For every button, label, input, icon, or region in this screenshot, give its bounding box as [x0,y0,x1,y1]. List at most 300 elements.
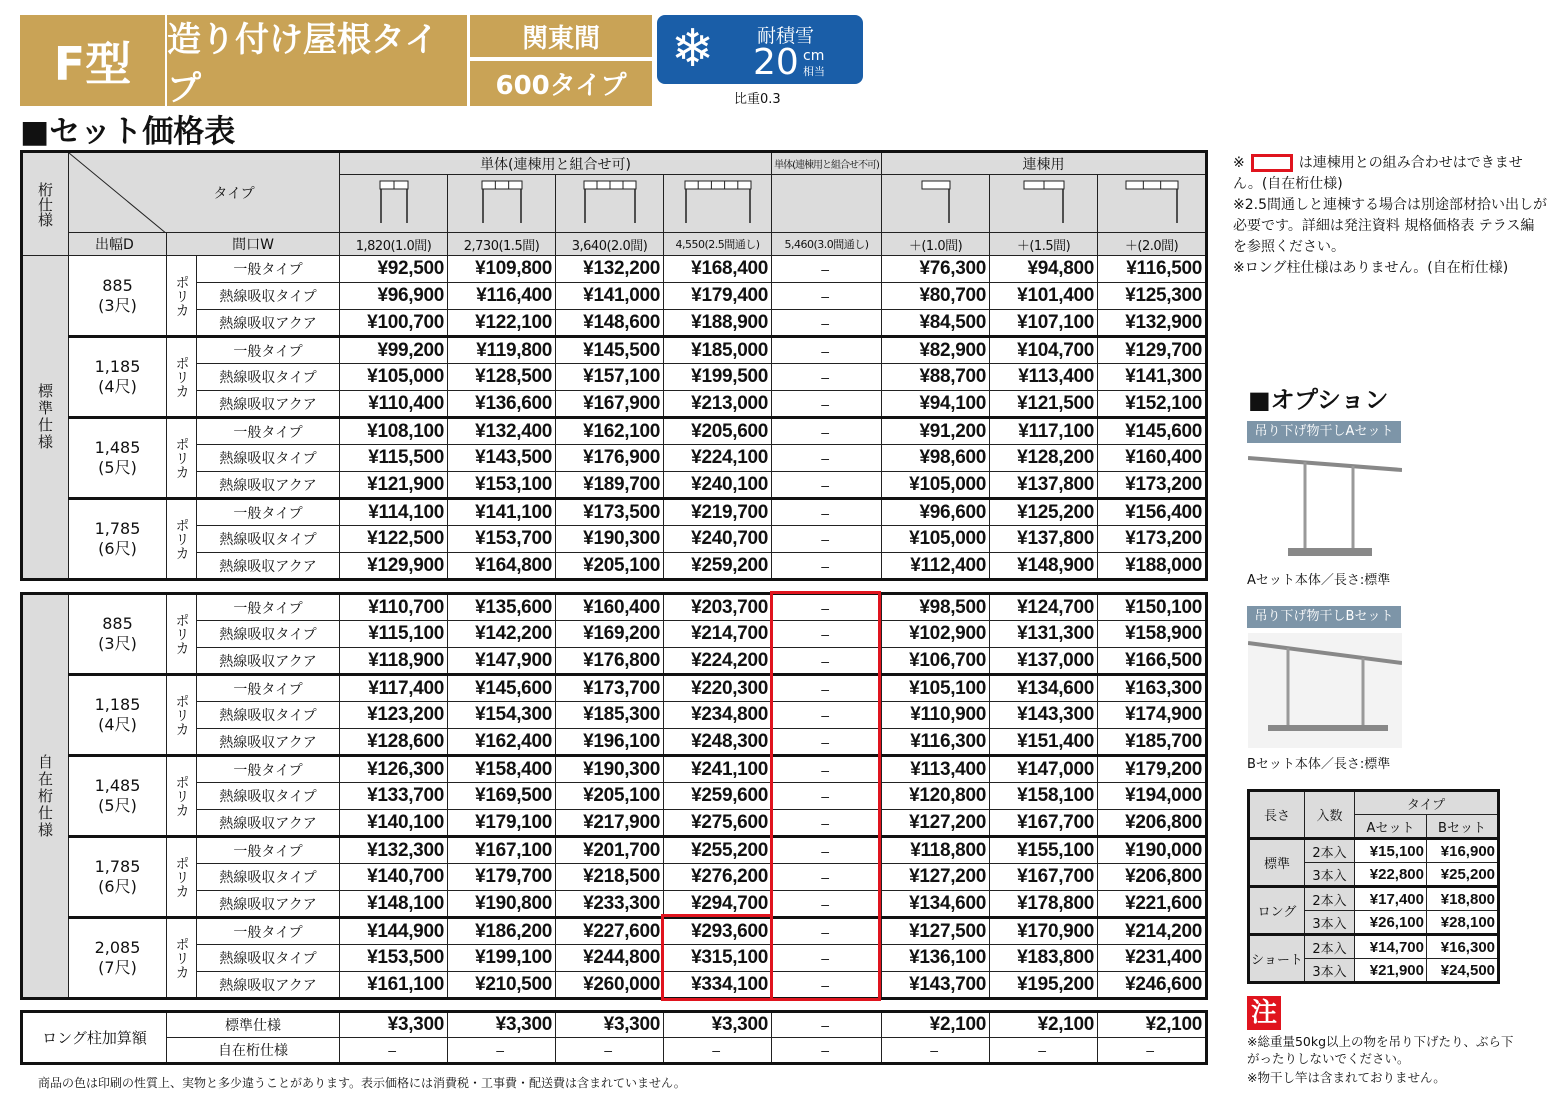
type-cell: 一般タイプ [197,918,340,945]
option-b-caption: Bセット本体／長さ:標準 [1247,757,1391,772]
price-cell: ¥118,800 [882,837,990,864]
frame-diagram-icon [882,175,990,233]
group-single: 単体(連棟用と組合せ可) [340,152,772,175]
price-cell: ¥134,600 [882,891,990,918]
price-cell: ¥214,700 [664,621,772,648]
option-price-table [1247,789,1500,984]
price-cell: ¥3,300 [340,1012,448,1038]
price-cell: ¥105,000 [882,526,990,553]
price-cell: ¥141,000 [556,283,664,310]
option-row [1249,887,1499,911]
table-row [22,783,1207,810]
price-cell: – [772,526,882,553]
price-cell: ¥185,000 [664,337,772,364]
price-cell: ¥136,100 [882,945,990,972]
price-cell: ¥137,000 [990,648,1098,675]
qty-cell: 2本入 [1305,839,1355,863]
price-cell: ¥127,200 [882,810,990,837]
price-cell: ¥203,700 [664,594,772,621]
price-cell: ¥98,600 [882,445,990,472]
caution-icon: 注 [1247,996,1281,1030]
price-cell: – [772,445,882,472]
table-row [22,472,1207,499]
price-cell: ¥114,100 [340,499,448,526]
table-row [22,256,1207,283]
price-cell: – [772,472,882,499]
price-cell: ¥219,700 [664,499,772,526]
note-2: ※2.5間通しと連棟する場合は別途部材拾い出しが必要です。詳細は発注資料 規格価格表 テラス編を参照ください。 [1233,197,1547,255]
price-cell: ¥3,300 [664,1012,772,1038]
price-cell: ¥240,700 [664,526,772,553]
diagonal-line [69,153,167,233]
price-cell: ¥148,100 [340,891,448,918]
price-cell: ¥125,300 [1098,283,1207,310]
price-cell: ¥189,700 [556,472,664,499]
table-row [22,810,1207,837]
price-cell: ¥199,500 [664,364,772,391]
price-cell: ¥217,900 [556,810,664,837]
price-cell: ¥183,800 [990,945,1098,972]
price-cell: ¥123,200 [340,702,448,729]
price-cell: ¥206,800 [1098,810,1207,837]
price-cell: ¥110,400 [340,391,448,418]
price-cell: ¥145,500 [556,337,664,364]
option-price-cell: ¥22,800 [1355,863,1427,887]
price-cell: ¥121,900 [340,472,448,499]
table-row [22,445,1207,472]
frame-diagram-icon [340,175,448,233]
price-cell: ¥244,800 [556,945,664,972]
type-cell: 一般タイプ [197,256,340,283]
material-cell: ポリカ [167,675,197,756]
depth-cell [69,675,167,756]
price-cell: ¥134,600 [990,675,1098,702]
price-cell: ¥120,800 [882,783,990,810]
price-cell: ¥80,700 [882,283,990,310]
price-cell: ¥176,900 [556,445,664,472]
product-title: 造り付け屋根タイプ [167,15,467,106]
frame-diagram-icon [664,175,772,233]
price-cell: ¥121,500 [990,391,1098,418]
option-b-image [1248,633,1402,748]
depth-value: 1,485 [94,438,141,457]
price-cell: ¥147,900 [448,648,556,675]
price-cell: ¥98,500 [882,594,990,621]
price-cell: ¥195,200 [990,972,1098,999]
type-cell: 熱線吸収タイプ [197,621,340,648]
table-row [22,918,1207,945]
price-cell: ¥240,100 [664,472,772,499]
price-cell: ¥188,000 [1098,553,1207,580]
price-cell: ¥234,800 [664,702,772,729]
price-cell: ¥153,700 [448,526,556,553]
price-cell: ¥213,000 [664,391,772,418]
price-cell: – [1098,1038,1207,1064]
depth-shaku: (6尺) [98,877,137,896]
depth-value: 885 [102,614,133,633]
price-cell: ¥153,100 [448,472,556,499]
price-cell: – [772,756,882,783]
width-header: 3,640(2.0間) [556,233,664,256]
price-cell: ¥176,800 [556,648,664,675]
option-title: ■オプション [1248,386,1389,414]
price-cell: – [772,675,882,702]
depth-value: 1,785 [94,857,141,876]
opt-h-type: タイプ [1355,791,1499,815]
table-row [22,526,1207,553]
footnote: 商品の色は印刷の性質上、実物と多少違うことがあります。表示価格には消費税・工事費・配送費は含まれていません。 [38,1076,686,1090]
price-cell: – [772,783,882,810]
header-type-label: タイプ [213,185,255,202]
material-cell: ポリカ [167,918,197,999]
depth-shaku: (5尺) [98,458,137,477]
table-row [22,418,1207,445]
frame-diagram-icon [990,175,1098,233]
price-cell: ¥127,500 [882,918,990,945]
price-cell: – [772,891,882,918]
type-cell: 熱線吸収タイプ [197,702,340,729]
table-row [22,1038,1207,1064]
price-cell: ¥173,200 [1098,526,1207,553]
qty-cell: 3本入 [1305,959,1355,983]
price-cell: ¥221,600 [1098,891,1207,918]
price-cell: ¥3,300 [448,1012,556,1038]
price-cell: ¥131,300 [990,621,1098,648]
price-cell: – [772,283,882,310]
group-linked: 連棟用 [882,152,1207,175]
price-cell: ¥115,100 [340,621,448,648]
price-cell: ¥227,600 [556,918,664,945]
price-cell: ¥126,300 [340,756,448,783]
depth-value: 1,485 [94,776,141,795]
option-price-cell: ¥21,900 [1355,959,1427,983]
price-table-free [20,592,1208,1000]
table-row [22,337,1207,364]
price-cell: ¥190,300 [556,756,664,783]
price-cell: ¥136,600 [448,391,556,418]
price-cell: – [772,418,882,445]
price-cell: ¥155,100 [990,837,1098,864]
type-cell: 熱線吸収アクア [197,891,340,918]
depth-shaku: (4尺) [98,377,137,396]
snow-unit2: 相当 [803,65,825,78]
price-cell: ¥194,000 [1098,783,1207,810]
price-cell: ¥96,900 [340,283,448,310]
price-cell: ¥199,100 [448,945,556,972]
model-badge: F型 [20,15,165,106]
type-cell: 一般タイプ [197,499,340,526]
frame-diagram-icon [1098,175,1207,233]
table-row [22,553,1207,580]
red-box-legend [1251,154,1293,172]
price-cell: ¥122,100 [448,310,556,337]
price-cell: ¥158,400 [448,756,556,783]
price-cell: – [772,729,882,756]
price-cell: – [990,1038,1098,1064]
price-cell: ¥185,300 [556,702,664,729]
price-cell: ¥246,600 [1098,972,1207,999]
depth-value: 885 [102,275,133,295]
price-cell: ¥190,300 [556,526,664,553]
depth-cell [69,837,167,918]
price-cell: ¥143,500 [448,445,556,472]
depth-cell [69,256,167,337]
opt-h-qty: 入数 [1305,791,1355,839]
price-cell: ¥169,200 [556,621,664,648]
price-cell: ¥132,400 [448,418,556,445]
spec-label: 標準仕様 [22,256,69,580]
price-cell: ¥174,900 [1098,702,1207,729]
price-cell: ¥96,600 [882,499,990,526]
width-header: 1,820(1.0間) [340,233,448,256]
depth-shaku: (7尺) [98,958,137,977]
option-price-cell: ¥16,900 [1427,839,1499,863]
depth-cell [69,418,167,499]
table-row [22,310,1207,337]
price-cell: – [882,1038,990,1064]
price-cell: ¥241,100 [664,756,772,783]
type-cell: 一般タイプ [197,337,340,364]
price-cell: ¥185,700 [1098,729,1207,756]
price-cell: ¥188,900 [664,310,772,337]
caution-1: ※総重量50kg以上の物を吊り下げたり、ぶら下がったりしないでください。 [1247,1034,1514,1066]
option-price-cell: ¥15,100 [1355,839,1427,863]
price-cell: ¥143,700 [882,972,990,999]
price-cell: – [772,364,882,391]
price-cell: ¥140,700 [340,864,448,891]
price-cell: ¥2,100 [882,1012,990,1038]
price-cell: ¥163,300 [1098,675,1207,702]
type-cell: 一般タイプ [197,756,340,783]
price-cell: ¥113,400 [990,364,1098,391]
width-header: 4,550(2.5間通し) [664,233,772,256]
table-row [22,364,1207,391]
price-cell: ¥173,700 [556,675,664,702]
long-pole-label: ロング柱加算額 [22,1012,167,1064]
header-depth: 出幅D [69,233,167,256]
table-row [22,621,1207,648]
type-cell: 熱線吸収アクア [197,553,340,580]
price-cell: ¥170,900 [990,918,1098,945]
option-row [1249,935,1499,959]
depth-shaku: (4尺) [98,715,137,734]
notes [1233,153,1548,279]
option-row [1249,839,1499,863]
table-row [22,729,1207,756]
price-cell: ¥104,700 [990,337,1098,364]
price-cell: ¥132,900 [1098,310,1207,337]
note-3: ※ロング柱仕様はありません。(自在桁仕様) [1233,260,1509,276]
depth-shaku: (3尺) [98,295,137,315]
table-row [22,391,1207,418]
table-row [22,648,1207,675]
width-header: 5,460(3.0間通し) [772,233,882,256]
depth-cell [69,337,167,418]
spec-label: 自在桁仕様 [22,594,69,999]
option-price-cell: ¥28,100 [1427,911,1499,935]
type-cell: 熱線吸収タイプ [197,364,340,391]
depth-shaku: (3尺) [98,634,137,653]
type-cell: 熱線吸収タイプ [197,445,340,472]
price-cell: ¥144,900 [340,918,448,945]
price-cell: ¥132,300 [340,837,448,864]
price-cell: ¥2,100 [990,1012,1098,1038]
price-cell: ¥210,500 [448,972,556,999]
price-cell: ¥156,400 [1098,499,1207,526]
table-row [22,283,1207,310]
price-cell: ¥167,700 [990,810,1098,837]
depth-cell [69,594,167,675]
gravity-note: 比重0.3 [734,92,781,107]
type-cell: 一般タイプ [197,418,340,445]
group-single-ng: 単体(連棟用と組合せ不可) [772,152,882,175]
type-cell: 熱線吸収タイプ [197,864,340,891]
price-cell: ¥205,100 [556,783,664,810]
price-cell: ¥186,200 [448,918,556,945]
price-cell: ¥148,600 [556,310,664,337]
price-cell: ¥160,400 [556,594,664,621]
price-cell: ¥110,900 [882,702,990,729]
price-cell: – [772,1038,882,1064]
snow-load-badge [657,15,863,84]
option-price-cell: ¥25,200 [1427,863,1499,887]
type-cell: 熱線吸収アクア [197,810,340,837]
price-cell: ¥154,300 [448,702,556,729]
price-cell: ¥259,600 [664,783,772,810]
price-cell: ¥153,500 [340,945,448,972]
option-price-cell: ¥17,400 [1355,887,1427,911]
snow-unit: cm [803,48,825,64]
header-width: 間口W [167,233,340,256]
price-cell: ¥3,300 [556,1012,664,1038]
note-1-text: は連棟用との組み合わせはできません。(自在桁仕様) [1233,155,1523,192]
price-cell: ¥137,800 [990,526,1098,553]
size-bottom: 600タイプ [470,61,652,106]
price-cell: ¥190,800 [448,891,556,918]
price-cell: ¥179,400 [664,283,772,310]
option-a-caption: Aセット本体／長さ:標準 [1247,573,1391,588]
option-a-image [1248,448,1402,568]
material-cell: ポリカ [167,256,197,337]
price-cell: ¥160,400 [1098,445,1207,472]
price-cell: – [664,1038,772,1064]
depth-cell [69,756,167,837]
price-cell: – [772,702,882,729]
price-cell: ¥173,500 [556,499,664,526]
price-cell: ¥166,500 [1098,648,1207,675]
option-b-label: 吊り下げ物干しBセット [1247,606,1401,628]
price-cell: – [772,256,882,283]
price-cell: – [772,972,882,999]
price-cell: ¥142,200 [448,621,556,648]
price-cell: ¥119,800 [448,337,556,364]
price-cell: ¥117,100 [990,418,1098,445]
price-cell: ¥128,200 [990,445,1098,472]
table-row [22,945,1207,972]
table-row [22,702,1207,729]
price-cell: ¥214,200 [1098,918,1207,945]
price-cell: ¥196,100 [556,729,664,756]
price-cell: ¥112,400 [882,553,990,580]
length-cell: 標準 [1249,839,1305,887]
depth-cell [69,918,167,999]
price-cell: – [772,553,882,580]
price-cell: ¥276,200 [664,864,772,891]
price-cell: ¥116,400 [448,283,556,310]
price-cell: ¥125,200 [990,499,1098,526]
price-cell: ¥84,500 [882,310,990,337]
snow-value: 20 [753,42,799,83]
price-cell: ¥157,100 [556,364,664,391]
qty-cell: 3本入 [1305,911,1355,935]
price-cell: ¥109,800 [448,256,556,283]
type-cell: 熱線吸収アクア [197,310,340,337]
price-cell: ¥334,100 [664,972,772,999]
price-cell: ¥101,400 [990,283,1098,310]
option-price-cell: ¥14,700 [1355,935,1427,959]
note-mark: ※ [1233,155,1245,171]
price-cell: ¥143,300 [990,702,1098,729]
price-cell: ¥293,600 [664,918,772,945]
price-cell: ¥141,100 [448,499,556,526]
material-cell: ポリカ [167,337,197,418]
price-cell: ¥100,700 [340,310,448,337]
price-cell: ¥150,100 [1098,594,1207,621]
price-cell: ¥233,300 [556,891,664,918]
price-cell: – [772,337,882,364]
price-cell: ¥173,200 [1098,472,1207,499]
price-cell: ¥259,200 [664,553,772,580]
price-cell: ¥224,200 [664,648,772,675]
price-cell: ¥201,700 [556,837,664,864]
price-cell: ¥82,900 [882,337,990,364]
type-cell: 熱線吸収アクア [197,729,340,756]
price-cell: ¥158,100 [990,783,1098,810]
price-cell: ¥132,200 [556,256,664,283]
length-cell: ロング [1249,887,1305,935]
size-top: 関東間 [470,15,652,59]
table-row [22,891,1207,918]
snowflake-icon: ❄ [671,19,715,79]
note-1 [1233,153,1548,195]
price-cell: ¥117,400 [340,675,448,702]
price-cell: ¥92,500 [340,256,448,283]
material-cell: ポリカ [167,756,197,837]
table-row [22,864,1207,891]
price-cell: ¥88,700 [882,364,990,391]
price-cell: ¥127,200 [882,864,990,891]
price-cell: ¥231,400 [1098,945,1207,972]
price-cell: ¥99,200 [340,337,448,364]
price-cell: ¥190,000 [1098,837,1207,864]
price-cell: ¥116,500 [1098,256,1207,283]
price-cell: ¥179,700 [448,864,556,891]
price-cell: ¥102,900 [882,621,990,648]
qty-cell: 3本入 [1305,863,1355,887]
price-cell: ¥169,500 [448,783,556,810]
price-cell: – [772,918,882,945]
type-cell: 熱線吸収アクア [197,391,340,418]
price-cell: ¥218,500 [556,864,664,891]
price-cell: ¥167,900 [556,391,664,418]
price-cell: – [772,621,882,648]
qty-cell: 2本入 [1305,935,1355,959]
header-type [69,152,340,233]
price-cell: ¥94,800 [990,256,1098,283]
depth-value: 1,185 [94,695,141,714]
price-cell: ¥147,000 [990,756,1098,783]
price-cell: – [772,499,882,526]
